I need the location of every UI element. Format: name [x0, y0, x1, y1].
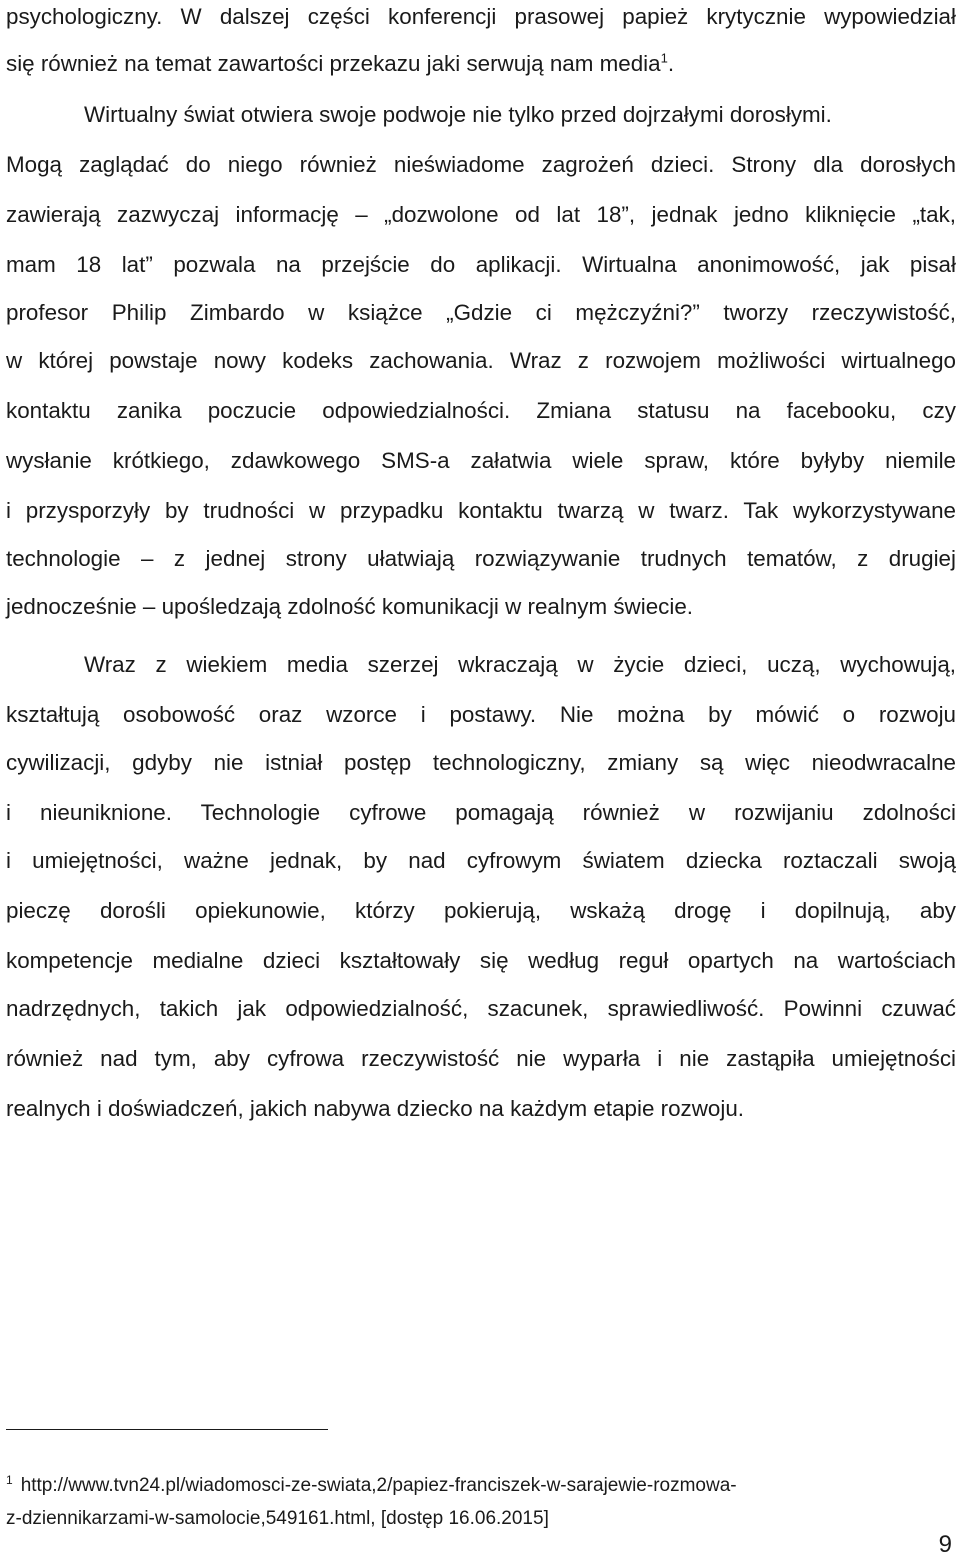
body-line-13: jednocześnie – upośledzają zdolność komunikacji w realnym świecie.	[6, 594, 693, 619]
body-line-17: i nieuniknione. Technologie cyfrowe pomagają również w rozwijaniu zdolności	[6, 800, 956, 825]
body-line-10: wysłanie krótkiego, zdawkowego SMS-a załatwia wiele spraw, które byłyby niemile	[6, 448, 956, 473]
body-line-16: cywilizacji, gdyby nie istniał postęp technologiczny, zmiany są więc nieodwracalne	[6, 750, 956, 775]
body-line-20: kompetencje medialne dzieci kształtowały się według reguł opartych na wartościach	[6, 948, 956, 973]
body-line-2	[6, 49, 956, 79]
body-line-15: kształtują osobowość oraz wzorce i postawy. Nie można by mówić o rozwoju	[6, 702, 956, 727]
body-line-3: Wirtualny świat otwiera swoje podwoje nie tylko przed dojrzałymi dorosłymi.	[84, 102, 832, 127]
body-line-12: technologie – z jednej strony ułatwiają rozwiązywanie trudnych tematów, z drugiej	[6, 546, 956, 571]
footnote-separator	[6, 1429, 328, 1430]
body-line-9: kontaktu zanika poczucie odpowiedzialności. Zmiana statusu na facebooku, czy	[6, 398, 956, 423]
body-line-14: Wraz z wiekiem media szerzej wkraczają w życie dzieci, uczą, wychowują,	[84, 652, 956, 677]
body-line-11: i przysporzyły by trudności w przypadku kontaktu twarzą w twarz. Tak wykorzystywane	[6, 498, 956, 523]
body-line-4: Mogą zaglądać do niego również nieświadome zagrożeń dzieci. Strony dla dorosłych	[6, 152, 956, 177]
body-line-23: realnych i doświadczeń, jakich nabywa dziecko na każdym etapie rozwoju.	[6, 1096, 745, 1121]
body-line-8: w której powstaje nowy kodeks zachowania. Wraz z rozwojem możliwości wirtualnego	[6, 348, 956, 373]
body-line-2-text: się również na temat zawartości przekazu jaki serwują nam media	[6, 51, 661, 76]
body-line-7: profesor Philip Zimbardo w książce „Gdzie ci mężczyźni?” tworzy rzeczywistość,	[6, 300, 956, 325]
body-line-19: pieczę dorośli opiekunowie, którzy pokierują, wskażą drogę i dopilnują, aby	[6, 898, 956, 923]
body-line-5: zawierają zazwyczaj informację – „dozwolone od lat 18”, jednak jedno kliknięcie „tak,	[6, 202, 956, 227]
body-line-1: psychologiczny. W dalszej części konferencji prasowej papież krytycznie wypowiedział	[6, 4, 956, 29]
body-line-18: i umiejętności, ważne jednak, by nad cyfrowym światem dziecka roztaczali swoją	[6, 848, 956, 873]
body-line-6: mam 18 lat” pozwala na przejście do aplikacji. Wirtualna anonimowość, jak pisał	[6, 252, 956, 277]
footnote-reference[interactable]: 1	[660, 50, 668, 66]
footnote-line-1	[6, 1474, 737, 1498]
body-line-22: również nad tym, aby cyfrowa rzeczywistość nie wyparła i nie zastąpiła umiejętności	[6, 1046, 956, 1071]
footnote-marker: 1	[6, 1472, 13, 1487]
footnote-url-part-1[interactable]: http://www.tvn24.pl/wiadomosci-ze-swiata,2/papiez-franciszek-w-sarajewie-rozmowa-	[20, 1475, 737, 1496]
body-line-2-end: .	[667, 51, 675, 76]
footnote-line-2[interactable]: z-dziennikarzami-w-samolocie,549161.html, [dostęp 16.06.2015]	[6, 1508, 549, 1529]
body-line-21: nadrzędnych, takich jak odpowiedzialność, szacunek, sprawiedliwość. Powinni czuwać	[6, 996, 956, 1021]
page-number: 9	[938, 1531, 952, 1558]
